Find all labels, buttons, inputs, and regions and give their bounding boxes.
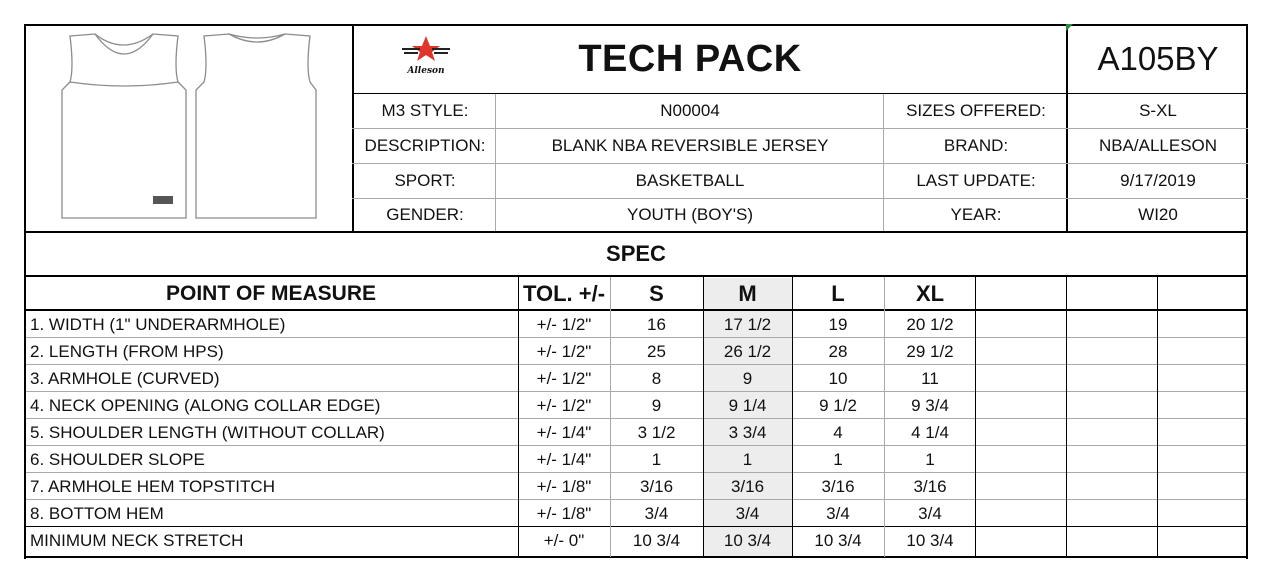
pom-cell: MINIMUM NECK STRETCH bbox=[30, 530, 244, 550]
tolerance-cell: +/- 1/8" bbox=[536, 476, 592, 496]
last-update-label: LAST UPDATE: bbox=[916, 170, 1036, 190]
m3-style-label: M3 STYLE: bbox=[381, 101, 469, 120]
pom-cell: 5. SHOULDER LENGTH (WITHOUT COLLAR) bbox=[30, 422, 385, 442]
size-xl-cell: 10 3/4 bbox=[906, 530, 954, 550]
size-l-cell: 19 bbox=[828, 314, 848, 334]
sport-value: BASKETBALL bbox=[635, 170, 745, 190]
size-xl-cell: 11 bbox=[921, 368, 939, 388]
size-m-cell: 3 3/4 bbox=[728, 422, 767, 442]
logo-text: Alleson bbox=[407, 66, 445, 76]
brand-value: NBA/ALLESON bbox=[1098, 135, 1218, 155]
size-s-cell: 3 1/2 bbox=[637, 422, 676, 442]
description-value: BLANK NBA REVERSIBLE JERSEY bbox=[551, 135, 829, 155]
alleson-logo bbox=[398, 34, 454, 74]
page-title: TECH PACK bbox=[578, 37, 802, 80]
size-m-cell: 10 3/4 bbox=[723, 530, 772, 550]
tolerance-cell: +/- 1/4" bbox=[536, 422, 592, 442]
size-m-cell: 17 1/2 bbox=[723, 314, 772, 334]
size-m-header: M bbox=[738, 281, 757, 306]
jersey-sketch-image bbox=[58, 28, 318, 224]
corner-marker bbox=[1066, 24, 1073, 31]
description-label: DESCRIPTION: bbox=[364, 135, 486, 155]
size-m-cell: 9 1/4 bbox=[728, 395, 767, 415]
tolerance-cell: +/- 0" bbox=[543, 530, 585, 550]
tol-header: TOL. +/- bbox=[522, 281, 606, 306]
size-l-cell: 3/16 bbox=[821, 476, 855, 496]
pom-cell: 6. SHOULDER SLOPE bbox=[30, 449, 205, 469]
pom-cell: 2. LENGTH (FROM HPS) bbox=[30, 341, 224, 361]
pom-header: POINT OF MEASURE bbox=[165, 282, 376, 305]
size-xl-header: XL bbox=[915, 281, 945, 306]
size-xl-cell: 1 bbox=[925, 449, 935, 469]
size-s-cell: 1 bbox=[651, 449, 662, 469]
pom-cell: 8. BOTTOM HEM bbox=[30, 503, 164, 523]
tolerance-cell: +/- 1/2" bbox=[536, 395, 592, 415]
tolerance-cell: +/- 1/2" bbox=[536, 368, 592, 388]
m3-style-value: N00004 bbox=[660, 101, 720, 120]
year-value: WI20 bbox=[1138, 204, 1178, 224]
tolerance-cell: +/- 1/8" bbox=[536, 503, 592, 523]
sizes-offered-value: S-XL bbox=[1139, 101, 1177, 120]
size-s-cell: 3/16 bbox=[639, 476, 674, 496]
size-s-cell: 8 bbox=[651, 368, 662, 388]
size-s-cell: 10 3/4 bbox=[632, 530, 681, 550]
size-l-cell: 10 bbox=[828, 368, 848, 388]
size-m-cell: 9 bbox=[742, 368, 753, 388]
sizes-offered-label: SIZES OFFERED: bbox=[906, 101, 1046, 120]
size-m-cell: 26 1/2 bbox=[723, 341, 772, 361]
tolerance-cell: +/- 1/4" bbox=[536, 449, 592, 469]
size-xl-cell: 9 3/4 bbox=[911, 395, 949, 415]
tolerance-cell: +/- 1/2" bbox=[536, 341, 592, 361]
size-xl-cell: 29 1/2 bbox=[906, 341, 954, 361]
pom-cell: 3. ARMHOLE (CURVED) bbox=[30, 368, 220, 388]
size-xl-cell: 20 1/2 bbox=[906, 314, 954, 334]
size-l-cell: 28 bbox=[828, 341, 848, 361]
gender-label: GENDER: bbox=[386, 204, 464, 224]
size-m-cell: 1 bbox=[742, 449, 753, 469]
pom-cell: 1. WIDTH (1" UNDERARMHOLE) bbox=[30, 314, 286, 334]
size-s-cell: 25 bbox=[647, 341, 666, 361]
last-update-value: 9/17/2019 bbox=[1120, 170, 1196, 190]
size-l-cell: 3/4 bbox=[826, 503, 850, 523]
size-l-cell: 10 3/4 bbox=[814, 530, 862, 550]
size-l-cell: 4 bbox=[833, 422, 843, 442]
tolerance-cell: +/- 1/2" bbox=[536, 314, 592, 334]
size-l-header: L bbox=[831, 281, 845, 306]
size-s-cell: 16 bbox=[647, 314, 666, 334]
size-s-cell: 3/4 bbox=[644, 503, 669, 523]
size-m-cell: 3/16 bbox=[730, 476, 765, 496]
style-code: A105BY bbox=[1097, 40, 1219, 77]
size-l-cell: 9 1/2 bbox=[819, 395, 857, 415]
pom-cell: 7. ARMHOLE HEM TOPSTITCH bbox=[30, 476, 275, 496]
size-s-header: S bbox=[649, 281, 664, 306]
brand-label: BRAND: bbox=[943, 135, 1009, 155]
spec-title: SPEC bbox=[606, 241, 666, 266]
size-l-cell: 1 bbox=[833, 449, 843, 469]
sport-label: SPORT: bbox=[394, 170, 456, 190]
alleson-star-icon bbox=[398, 34, 454, 62]
year-label: YEAR: bbox=[950, 204, 1002, 224]
size-xl-cell: 3/16 bbox=[913, 476, 947, 496]
size-s-cell: 9 bbox=[651, 395, 662, 415]
pom-cell: 4. NECK OPENING (ALONG COLLAR EDGE) bbox=[30, 395, 381, 415]
gender-value: YOUTH (BOY'S) bbox=[626, 204, 754, 224]
size-m-cell: 3/4 bbox=[735, 503, 760, 523]
size-xl-cell: 3/4 bbox=[918, 503, 942, 523]
size-xl-cell: 4 1/4 bbox=[911, 422, 949, 442]
